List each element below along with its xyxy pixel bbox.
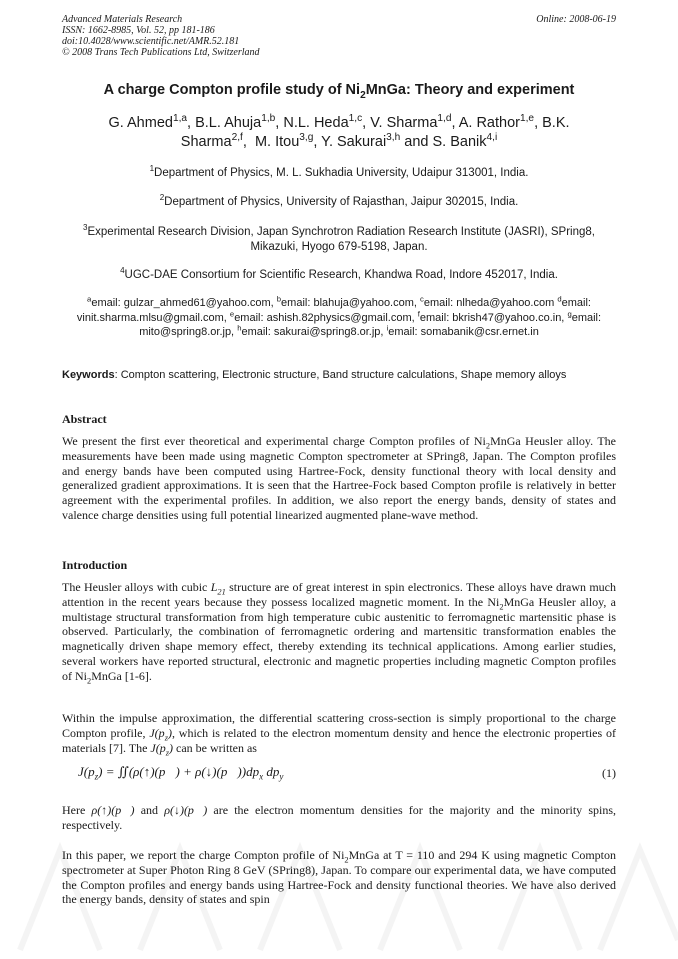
keywords-text: : Compton scattering, Electronic structure, Band structure calculations, Shape memory alloys [114,369,567,381]
email-entry: $^f$email: bkrish47@yahoo.co.in, [417,308,568,324]
author: B.L. Ahuja$^{1,b}$, [195,113,284,131]
email-entry: $^g$email: mito@spring8.or.jp, [139,308,602,338]
title-subscript: 2 [360,89,366,101]
author: M. Itou$^{3,g}$, [254,132,322,150]
email-entry: $^h$email: sakurai@spring8.or.jp, [237,323,387,338]
title-part: A charge Compton profile study of Ni [103,82,361,98]
author: N.L. Heda$^{1,c}$, [283,113,371,131]
doi-line: doi:10.4028/www.scientific.net/AMR.52.181 [62,36,240,47]
email-entry: $^c$email: nlheda@yahoo.com [420,294,558,309]
equation-number: (1) [602,766,616,780]
email-entry: $^d$email: vinit.sharma.mlsu@gmail.com, [76,294,591,324]
intro-paragraph-4: In this paper, we report the charge Compton profile of $Ni_2MnGa$ at T = 110 and 294 K using magnetic Compton spectrometer at Super Photon Ring 8 GeV (SPring8), Japan. To compare our experimental data, we have computed the Compton profiles and energy bands using Hartree-Fock and density functional theories. We have also derived the energy bands, density of states and spin [62,848,616,907]
author-list [90,114,588,152]
author: B.K. Sharma$^{2,f}$, [180,115,570,150]
equation-1: $J(p_z)$ = ∬(ρ(↑)(p⃗) + $\rho(↓)(p⃗))dp_x$ $dp_y$ [78,764,284,782]
affiliation-3: $^3$Experimental Research Division, Japan Synchrotron Radiation Research Institute (JASRI), SPring8, Mikazuki, Hyogo 679-5198, Japan. [83,223,595,253]
email-entry: $^b$email: blahuja@yahoo.com, [276,294,421,309]
abstract-text: We present the first ever theoretical and experimental charge Compton profiles of $Ni_2MnGa$ Heusler alloy. The measurements have been made using magnetic Compton spectrometer at SPring8, Japan. The Compton profiles and energy bands have been computed using Hartree-Fock, density functional theory with local density and generalized gradient approximations. It is seen that the Hartree-Fock based Compton profile is relatively in better agreement with the experimental profiles. In addition, we also report the energy bands, density of states and valence charge densities using full potential linearized augmented plane-wave method. [62,434,616,522]
affiliation-4: $^4$UGC-DAE Consortium for Scientific Research, Khandwa Road, Indore 452017, India. [120,266,558,281]
author: G. Ahmed$^{1,a}$, [108,113,196,131]
intro-paragraph-3: Here ρ(↑)(p⃗) and ρ(↓)(p⃗) are the electron momentum densities for the majority and the minority spins, respectively. [62,803,616,832]
journal-name: Advanced Materials Research [62,14,183,25]
issn-line: ISSN: 1662-8985, Vol. 52, pp 181-186 [62,25,215,36]
keywords-label: Keywords [62,369,115,381]
copyright-line: © 2008 Trans Tech Publications Ltd, Switzerland [62,47,260,58]
online-date: Online: 2008-06-19 [536,14,616,25]
keywords [62,368,616,383]
introduction-heading: Introduction [62,558,128,572]
author: Y. Sakurai$^{3,h}$ and [321,132,433,150]
title-part: MnGa: Theory and experiment [365,82,575,98]
intro-paragraph-2: Within the impulse approximation, the differential scattering cross-section is simply proportional to the charge Compton profile, $J(p_z)$, which is related to the electron momentum density and hence the electronic properties of materials [7]. The $J(p_z)$ can be written as [62,711,616,757]
jpz-symbol: $J(p_z)$ [150,740,174,757]
affiliation-1: $^1$Department of Physics, M. L. Sukhadia University, Udaipur 313001, India. [149,164,529,179]
email-list [62,296,616,340]
email-entry: $^a$email: gulzar_ahmed61@yahoo.com, [87,294,277,309]
abstract-heading: Abstract [62,412,107,426]
journal-header [62,14,260,58]
email-entry: $^e$email: ashish.82physics@gmail.com, [229,308,418,324]
email-entry: $^i$email: somabanik@csr.ernet.in [386,323,539,338]
jpz-symbol: $J(p_z)$ [149,725,172,743]
author: S. Banik$^{4,i}$ [432,132,498,150]
author: A. Rathor$^{1,e}$, [458,113,543,131]
intro-paragraph-1: The Heusler alloys with cubic $L_{21}$ structure are of great interest in spin electronics. These alloys have drawn much attention in the recent years because they possess localized magnetic moment. In the $Ni_2MnGa$ Heusler alloy, a multistage structural transformation from high temperature cubic austenitic to ferromagnetic martensitic phase is observed. Particularly, the combination of ferromagnetic ordering and martensitic transformation enables the magnetically driven shape memory effect, thereby extending its technical applications. Among earlier studies, several workers have reported structural, electronic and magnetic properties including magnetic Compton profiles of $Ni_2MnGa$ [1-6]. [62,580,616,686]
paper-title [40,82,638,101]
author: V. Sharma$^{1,d}$, [370,113,459,131]
affiliation-2: $^2$Department of Physics, University of Rajasthan, Jaipur 302015, India. [159,193,519,208]
